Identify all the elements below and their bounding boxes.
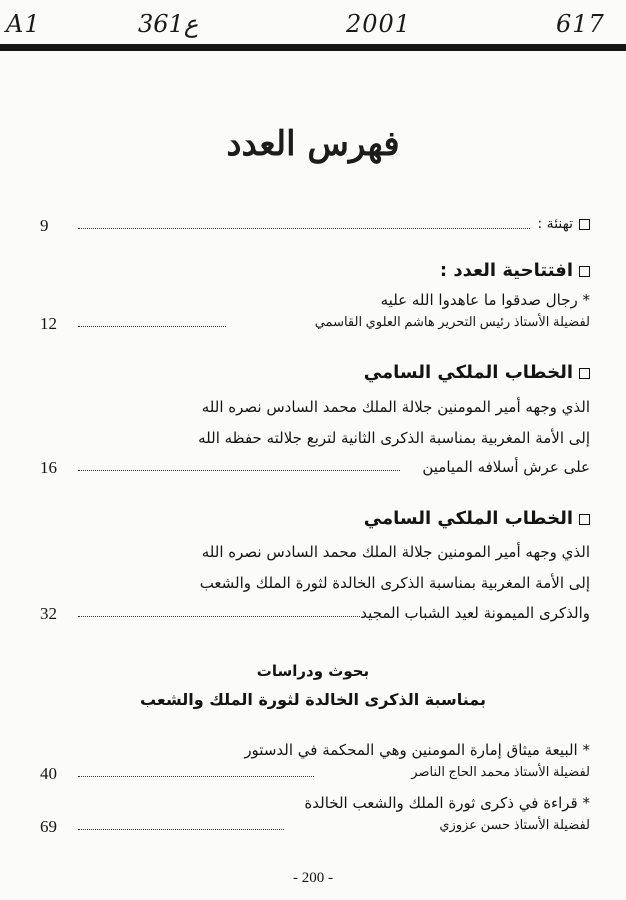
entry-line: والذكرى الميمونة لعيد الشباب المجيد [360,604,590,622]
handwritten-code-center: 361ع [138,10,199,38]
page-ref: 16 [40,458,57,477]
leader-dots [78,616,360,617]
toc-entry-speech-2 [0,602,626,628]
entry-title: * قراءة في ذكرى ثورة الملك والشعب الخالدة [304,794,590,812]
page-ref: 12 [40,314,57,333]
section-heading-studies: بحوث ودراسات [256,662,370,680]
toc-entry-opening [0,312,626,338]
page-number: - 200 - [293,870,333,886]
handwritten-code-right: 617 [556,10,605,38]
toc-entry-study-1 [0,762,626,788]
handwritten-code-left: A1 [6,10,41,38]
section-heading-speech-2: الخطاب الملكي السامي [364,508,590,529]
checkbox-icon [579,368,590,379]
page-title: فهرس العدد [226,124,400,164]
toc-entry-speech-1 [0,456,626,482]
entry-line: إلى الأمة المغربية بمناسبة الذكرى الثانية لتربع جلالته حفظه الله [198,429,590,447]
leader-dots [78,776,314,777]
header-rule [0,44,626,51]
entry-author: لفضيلة الأستاذ محمد الحاج الناصر [411,764,590,779]
entry-line: على عرش أسلافه الميامين [422,458,590,476]
section-heading-opening: افتتاحية العدد : [440,260,590,281]
toc-entry-greeting [0,214,626,240]
leader-dots [78,228,530,229]
checkbox-icon [579,514,590,525]
entry-line: إلى الأمة المغربية بمناسبة الذكرى الخالدة لثورة الملك والشعب [199,574,590,592]
leader-dots [78,326,226,327]
entry-title: * رجال صدقوا ما عاهدوا الله عليه [380,291,590,309]
checkbox-icon [579,219,590,230]
page-ref: 69 [40,817,57,836]
page-ref: 32 [40,604,57,623]
page-ref: 9 [40,216,49,235]
entry-line: الذي وجهه أمير المومنين جلالة الملك محمد السادس نصره الله [201,543,590,561]
page-ref: 40 [40,764,57,783]
section-heading-speech-1: الخطاب الملكي السامي [364,362,590,383]
entry-author: لفضيلة الأستاذ حسن عزوزي [439,817,590,832]
entry-title: * البيعة ميثاق إمارة المومنين وهي المحكمة في الدستور [244,741,590,759]
checkbox-icon [579,266,590,277]
entry-line: الذي وجهه أمير المومنين جلالة الملك محمد السادس نصره الله [201,398,590,416]
entry-label: تهنئة : [538,216,590,232]
leader-dots [78,829,284,830]
section-subheading-studies: بمناسبة الذكرى الخالدة لثورة الملك والشعب [139,690,487,709]
toc-entry-study-2 [0,815,626,841]
entry-author: لفضيلة الأستاذ رئيس التحرير هاشم العلوي القاسمي [314,314,590,329]
leader-dots [78,470,400,471]
handwritten-year: 2001 [346,10,412,38]
